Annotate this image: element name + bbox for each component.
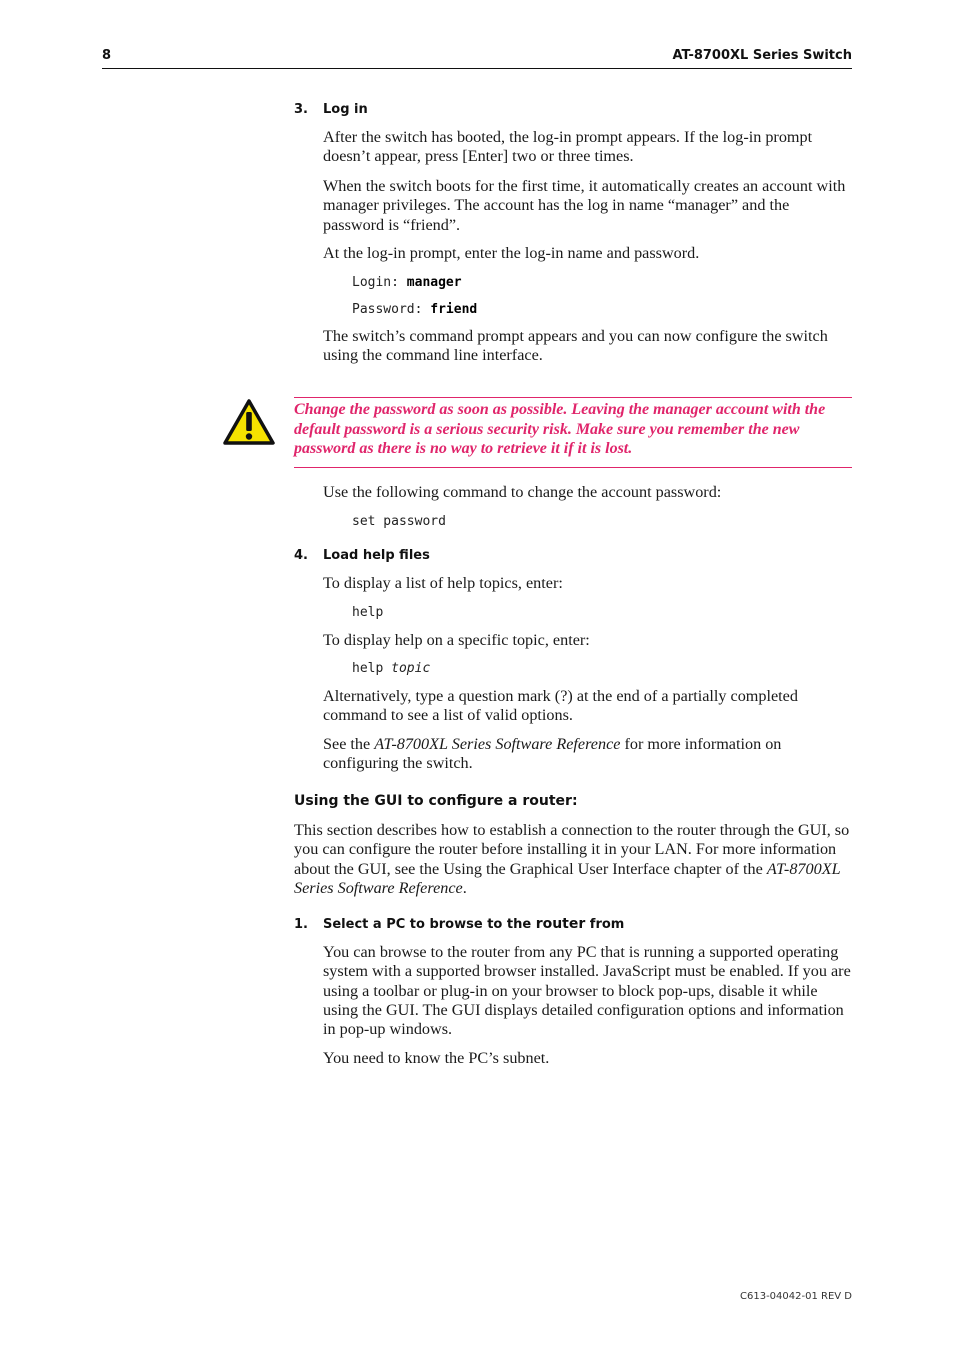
step-title-end: from xyxy=(585,917,625,932)
help-topic-command xyxy=(352,661,430,676)
password-command xyxy=(352,302,477,317)
step-4-para-1: To display a list of help topics, enter: xyxy=(323,574,563,592)
gui-step-1-para-1: You can browse to the router from any PC that is running a supported operating system with a supported browser installed. JavaScript must be enabled. If you are using a toolbar or plug-in on your browser to block pop-ups, disable it while using the GUI. The GUI displays detailed configuration options and information in pop-up windows. xyxy=(323,943,851,1039)
login-label: Login: xyxy=(352,275,399,290)
gui-section-heading: Using the GUI to configure a router: xyxy=(294,793,578,809)
step-3-para-4: The switch’s command prompt appears and you can now configure the switch using the command line interface. xyxy=(323,327,828,365)
document-id: C613-04042-01 REV D xyxy=(740,1291,852,1302)
text-run: See the xyxy=(323,735,375,753)
step-title: Load help files xyxy=(323,548,430,563)
gui-section-para xyxy=(294,821,850,898)
change-password-text: Use the following command to change the account password: xyxy=(323,483,722,501)
warning-top-rule xyxy=(294,397,852,398)
page-number: 8 xyxy=(102,48,112,63)
warning-text: Change the password as soon as possible. Leaving the manager account with the default password is a serious security risk. Make sure you remember the new password as there is no way to retrieve it if it is lost. xyxy=(294,401,826,457)
running-header-title: AT-8700XL Series Switch xyxy=(672,48,852,63)
step-title: Log in xyxy=(323,102,368,117)
gui-step-1-heading xyxy=(294,916,624,932)
login-command xyxy=(352,275,462,290)
step-number: 4. xyxy=(294,548,308,563)
step-number: 3. xyxy=(294,102,308,117)
software-reference-title: AT-8700XL Series Software Reference xyxy=(374,735,621,753)
text-run: for more information on configuring the switch. xyxy=(323,735,782,773)
step-3-para-3: At the log-in prompt, enter the log-in name and password. xyxy=(323,244,700,262)
text-run: . xyxy=(462,878,467,897)
set-password-command: set password xyxy=(352,514,446,529)
software-reference-title: AT-8700XL Series Software Reference xyxy=(294,859,841,897)
text-run: This section describes how to establish a connection to the router through the GUI, so you can configure the router before installing it in your LAN. For more information about the GUI, see the Using the Graphical User Interface chapter of the xyxy=(294,821,850,878)
step-number: 1. xyxy=(294,917,308,932)
login-value: manager xyxy=(406,275,462,290)
help-command: help xyxy=(352,605,384,620)
help-topic-arg: topic xyxy=(391,661,431,676)
step-3-para-1: After the switch has booted, the log-in prompt appears. If the log-in prompt doesn’t appear, press [Enter] two or three times. xyxy=(323,128,813,166)
step-3-heading xyxy=(294,102,368,117)
warning-bottom-rule xyxy=(294,467,852,468)
help-keyword: help xyxy=(352,661,384,676)
step-3-para-2: When the switch boots for the first time, it automatically creates an account with manager privileges. The account has the log in name “manager” and the password is “friend”. xyxy=(323,177,846,234)
header-rule xyxy=(102,68,852,69)
gui-step-1-para-2: You need to know the PC’s subnet. xyxy=(323,1049,550,1067)
password-value: friend xyxy=(430,302,478,317)
step-4-heading xyxy=(294,548,430,563)
step-title: Select a PC to browse to the xyxy=(323,917,536,932)
step-4-para-2: To display help on a specific topic, enter: xyxy=(323,631,590,649)
step-4-para-3: Alternatively, type a question mark (?) at the end of a partially completed command to see a list of valid options. xyxy=(323,687,798,725)
step-title-router: router xyxy=(535,916,586,932)
warning-triangle-icon xyxy=(223,399,275,446)
step-4-para-4 xyxy=(323,735,853,774)
password-label: Password: xyxy=(352,302,423,317)
